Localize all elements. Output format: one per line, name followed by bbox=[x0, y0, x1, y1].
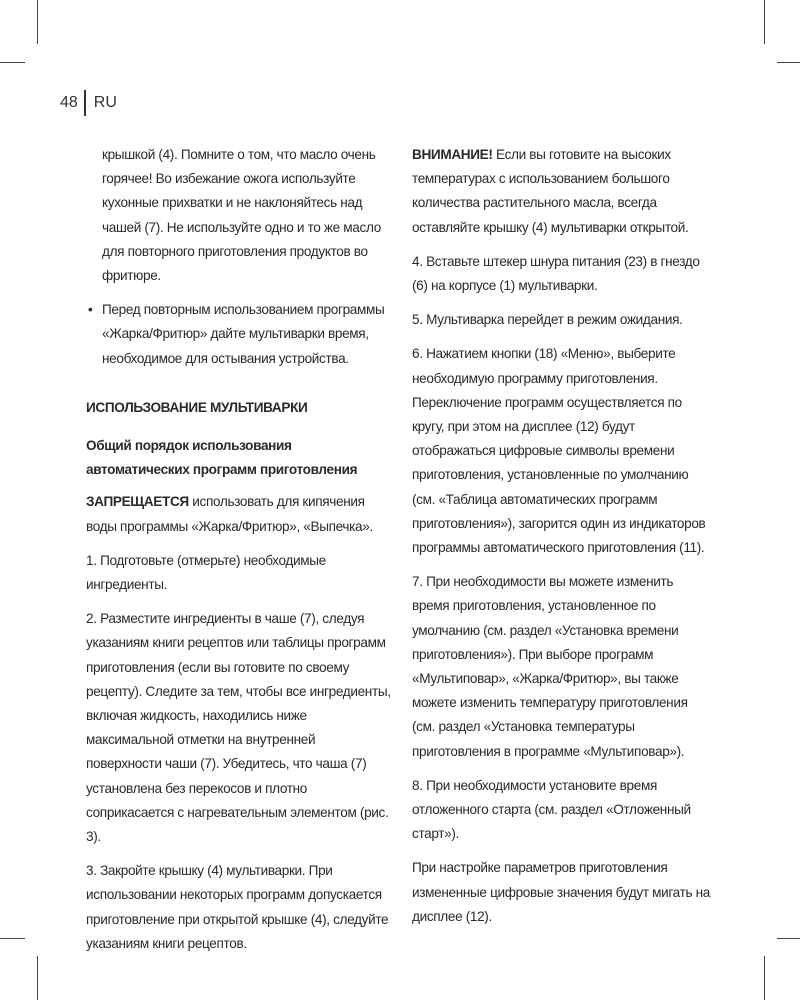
header-divider bbox=[84, 90, 86, 116]
step-7: 7. При необходимости вы можете изменить время приготовления, установленное по умолчанию (см. раздел «Установка времени приготовления»). При выборе программ «Мультиповар», «Жарка/Фритюр», вы также можете изменить температуру приготовления (см. раздел «Установка температуры приготовления в программе «Мультиповар»). bbox=[412, 574, 688, 759]
step-4: 4. Вставьте штекер шнура питания (23) в гнездо (6) на корпусе (1) мультиварки. bbox=[412, 253, 700, 294]
step-1: 1. Подготовьте (отмерьте) необходимые ингредиенты. bbox=[86, 552, 326, 593]
crop-mark bbox=[0, 62, 25, 63]
crop-mark bbox=[37, 0, 38, 44]
step-5: 5. Мультиварка перейдет в режим ожидания. bbox=[412, 312, 683, 328]
step-8: 8. При необходимости установите время отложенного старта (см. раздел «Отложенный старт»). bbox=[412, 777, 691, 842]
left-column bbox=[86, 143, 392, 966]
continued-paragraph: крышкой (4). Помните о том, что масло очень горячее! Во избежание ожога используйте кухонные прихватки и не наклоняйтесь над чашей (7). Не используйте одно и то же масло для повторного приготовления продуктов во фритюре. bbox=[102, 147, 381, 284]
forbidden-paragraph bbox=[86, 490, 392, 538]
page-number: 48 bbox=[60, 94, 78, 111]
warning-text: Если вы готовите на высоких температурах с использованием большого количества растительного масла, всегда оставляйте крышку (4) мультиварки открытой. bbox=[412, 147, 689, 235]
forbidden-text: использовать для кипячения воды программы «Жарка/Фритюр», «Выпечка». bbox=[86, 494, 373, 534]
warning-label: ВНИМАНИЕ! bbox=[412, 147, 493, 162]
crop-mark bbox=[764, 956, 765, 1000]
right-column bbox=[412, 143, 712, 939]
step-6: 6. Нажатием кнопки (18) «Меню», выберите необходимую программу приготовления. Переключение программ осуществляется по кругу, при этом на дисплее (12) будут отображаться цифровые символы времени приготовления, установленные по умолчанию (см. «Таблица автоматических программ приготовления»), загорится один из индикаторов программы автоматического приготовления (11). bbox=[412, 346, 706, 556]
display-note: При настройке параметров приготовления измененные цифровые значения будут мигать на дисплее (12). bbox=[412, 860, 710, 924]
subsection-title: Общий порядок использования автоматических программ приготовления bbox=[86, 438, 358, 478]
bullet-item bbox=[86, 298, 392, 371]
bullet-text: Перед повторным использованием программы «Жарка/Фритюр» дайте мультиварки время, необходимое для остывания устройства. bbox=[102, 302, 385, 366]
crop-mark bbox=[777, 938, 800, 939]
section-title: ИСПОЛЬЗОВАНИЕ МУЛЬТИВАРКИ bbox=[86, 399, 308, 415]
crop-mark bbox=[0, 938, 25, 939]
crop-mark bbox=[764, 0, 765, 44]
bullet-symbol: • bbox=[88, 302, 93, 318]
page-header bbox=[60, 91, 117, 115]
forbidden-label: ЗАПРЕЩАЕТСЯ bbox=[86, 494, 189, 510]
warning-paragraph bbox=[412, 143, 712, 240]
crop-mark bbox=[777, 62, 800, 63]
step-2: 2. Разместите ингредиенты в чаше (7), следуя указаниям книги рецептов или таблицы программ приготовления (если вы готовите по своему рецепту). Следите за тем, чтобы все ингредиенты, включая жидкость, находились ниже максимальной отметки на внутренней поверхности чаши (7). Убедитесь, что чаша (7) установлена без перекосов и плотно соприкасается с нагревательным элементом (рис. 3). bbox=[86, 611, 391, 845]
step-3: 3. Закройте крышку (4) мультиварки. При использовании некоторых программ допускается приготовление при открытой крышке (4), следуйте указаниям книги рецептов. bbox=[86, 863, 389, 951]
language-code: RU bbox=[93, 94, 117, 111]
crop-mark bbox=[37, 956, 38, 1000]
